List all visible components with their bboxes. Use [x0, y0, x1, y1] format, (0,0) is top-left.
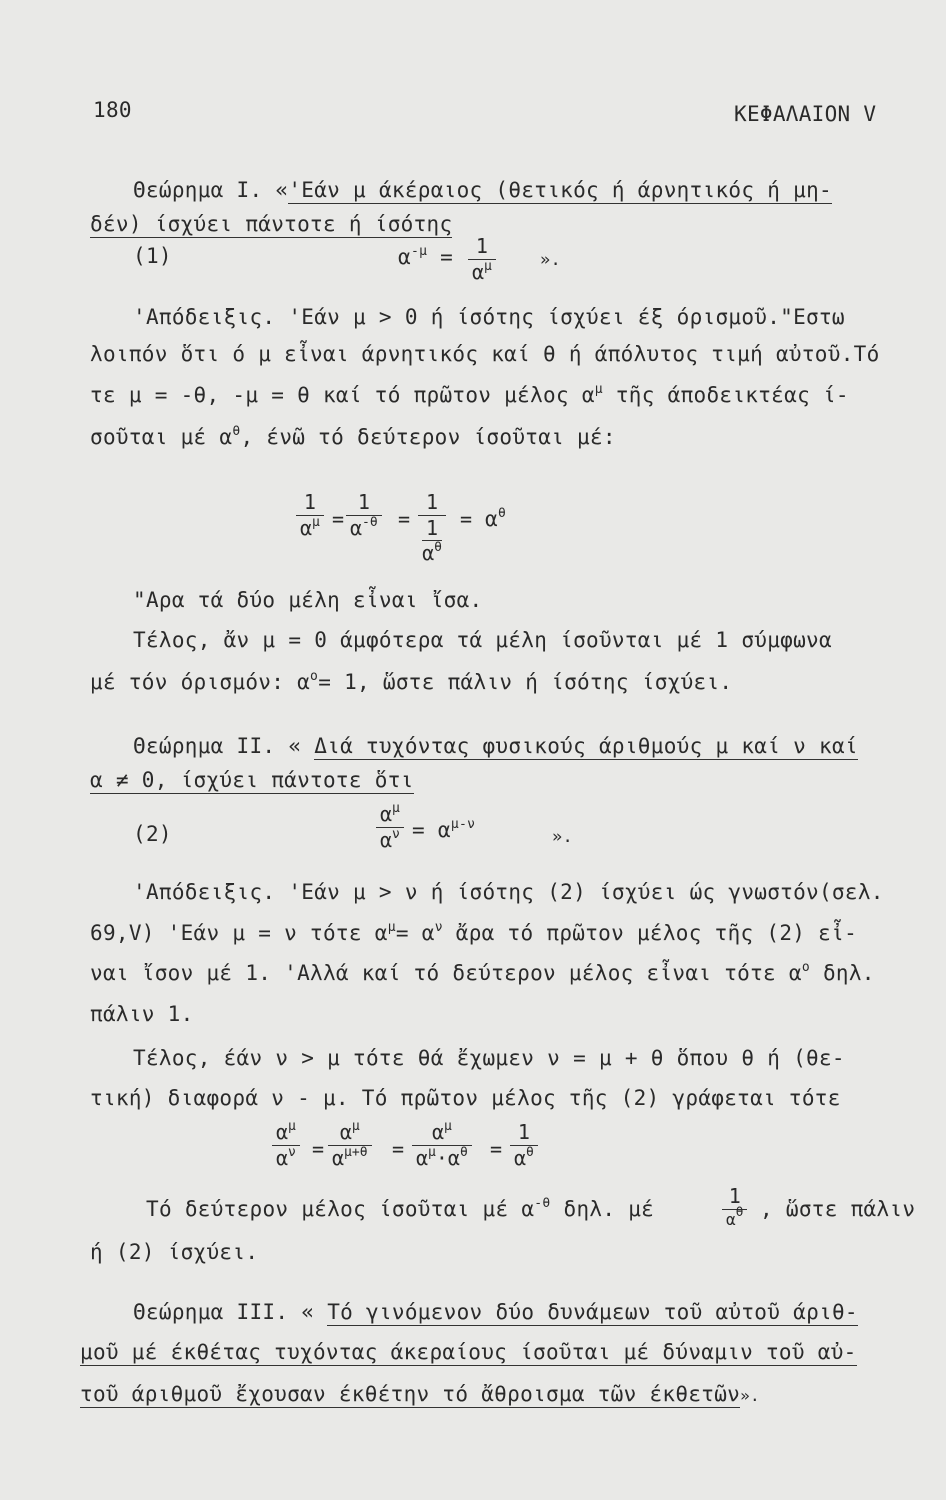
proof-2-line-3: ναι ἴσον μέ 1. 'Αλλά καί τό δεύτερον μέλος εἶναι τότε $\alpha^o$ δηλ. [90, 960, 875, 985]
equals-sign: = [332, 507, 345, 531]
theorem-3-statement-line-3: τοῦ άριθμοῦ ἔχουσαν έκθέτην τό ἄθροισμα τῶν έκθετῶν». [80, 1382, 760, 1406]
equals-sign: = [392, 1137, 405, 1161]
proof-2-inline-fraction: 1 $\alpha^\theta$ [722, 1184, 747, 1229]
equation-1-lhs: $\alpha^{-\mu}$ = [398, 244, 454, 269]
proof-1-fraction-2: 1 $\alpha^{-\theta}$ [346, 490, 382, 540]
proof-1-result: $\alpha^\theta$ [485, 506, 507, 531]
proof-2-line-8: ή (2) ίσχύει. [90, 1240, 259, 1264]
proof-2-line-6: τική) διαφορά ν - μ. Τό πρῶτον μέλος τῆς (2) γράφεται τότε [90, 1086, 841, 1110]
chain-fraction-1: $\alpha^\mu$ $\alpha^\nu$ [272, 1120, 300, 1170]
proof-1-line-3: τε μ = -θ, -μ = θ καί τό πρῶτον μέλος $\alpha^\mu$ τῆς άποδεικτέας ί- [90, 382, 849, 407]
equals-sign: = [398, 507, 411, 531]
proof-2-line-7-end: , ὥστε πάλιν [760, 1197, 916, 1221]
equation-1-fraction: 1 $\alpha^\mu$ [468, 234, 496, 284]
theorem-2-statement-line-2: α ≠ 0, ίσχύει πάντοτε ὅτι [90, 768, 414, 792]
chain-fraction-2: $\alpha^\mu$ $\alpha^{\mu+\theta}$ [328, 1120, 372, 1170]
chapter-heading: ΚΕΦΑΛΑΙΟΝ V [734, 102, 877, 126]
conclusion-1-line-2: Τέλος, ἄν μ = 0 άμφότερα τά μέλη ίσοῦνται μέ 1 σύμφωνα [133, 628, 832, 652]
equation-2-rhs: = $\alpha^{\mu-\nu}$ [412, 817, 476, 842]
page-number: 180 [93, 98, 132, 122]
equals-sign: = [312, 1137, 325, 1161]
theorem-3-statement-line-1: Θεώρημα III. « Τό γινόμενον δύο δυνάμεων τοῦ αὐτοῦ άριθ- [133, 1300, 858, 1324]
proof-2-line-1: 'Απόδειξις. 'Εάν μ > ν ή ίσότης (2) ίσχύει ώς γνωστόν(σελ. [133, 880, 884, 904]
conclusion-1-line-3: μέ τόν όρισμόν: $\alpha^o= 1$, ὥστε πάλιν ή ίσότης ίσχύει. [90, 669, 733, 694]
equation-2-fraction: $\alpha^\mu$ $\alpha^\nu$ [376, 802, 404, 852]
equals-sign: = [460, 507, 473, 531]
proof-1-line-2: λοιπόν ὅτι ό μ εἶναι άρνητικός καί θ ή άπόλυτος τιμή αὐτοῦ.Τό [90, 342, 880, 366]
theorem-2-statement-line-1: Θεώρημα II. « Διά τυχόντας φυσικούς άριθμούς μ καί ν καί [133, 734, 858, 758]
proof-1-compound-fraction: 1 1 $\alpha^\theta$ [418, 490, 446, 565]
conclusion-1-line-1: "Αρα τά δύο μέλη εἶναι ἴσα. [133, 588, 483, 612]
chain-fraction-4: 1 $\alpha^\theta$ [510, 1120, 538, 1170]
equation-2-close-quote: ». [552, 827, 574, 847]
proof-2-line-5: Τέλος, έάν ν > μ τότε θά ἔχωμεν ν = μ + θ ὅπου θ ή (θε- [133, 1046, 845, 1070]
proof-2-line-2: 69,V) 'Εάν μ = ν τότε $\alpha^\mu= \alpha^\nu$ ἄρα τό πρῶτον μέλος τῆς (2) εἶ- [90, 920, 858, 945]
proof-2-line-4: πάλιν 1. [90, 1002, 194, 1026]
theorem-3-statement-line-2: μοῦ μέ έκθέτας τυχόντας άκεραίους ίσοῦται μέ δύναμιν τοῦ αὐ- [80, 1340, 857, 1364]
proof-1-line-1: 'Απόδειξις. 'Εάν μ > 0 ή ίσότης ίσχύει έξ όρισμοῦ."Εστω [133, 305, 845, 329]
proof-1-line-4: σοῦται μέ $\alpha^\theta$, ένῶ τό δεύτερον ίσοῦται μέ: [90, 424, 616, 449]
proof-2-line-7: Τό δεύτερον μέλος ίσοῦται μέ $\alpha^{-\theta}$ δηλ. μέ [146, 1196, 655, 1221]
chain-fraction-3: $\alpha^\mu$ $\alpha^\mu\cdot\alpha^\theta$ [412, 1120, 472, 1170]
equation-1-number: (1) [133, 244, 172, 268]
theorem-1-statement-line-1: Θεώρημα I. «'Εάν μ άκέραιος (θετικός ή άρνητικός ή μη- [133, 178, 832, 202]
equals-sign: = [490, 1137, 503, 1161]
proof-1-fraction-1: 1 $\alpha^\mu$ [296, 490, 324, 540]
equation-2-number: (2) [133, 822, 172, 846]
equation-1-close-quote: ». [540, 250, 562, 270]
theorem-1-statement-line-2: δέν) ίσχύει πάντοτε ή ίσότης [90, 212, 453, 236]
